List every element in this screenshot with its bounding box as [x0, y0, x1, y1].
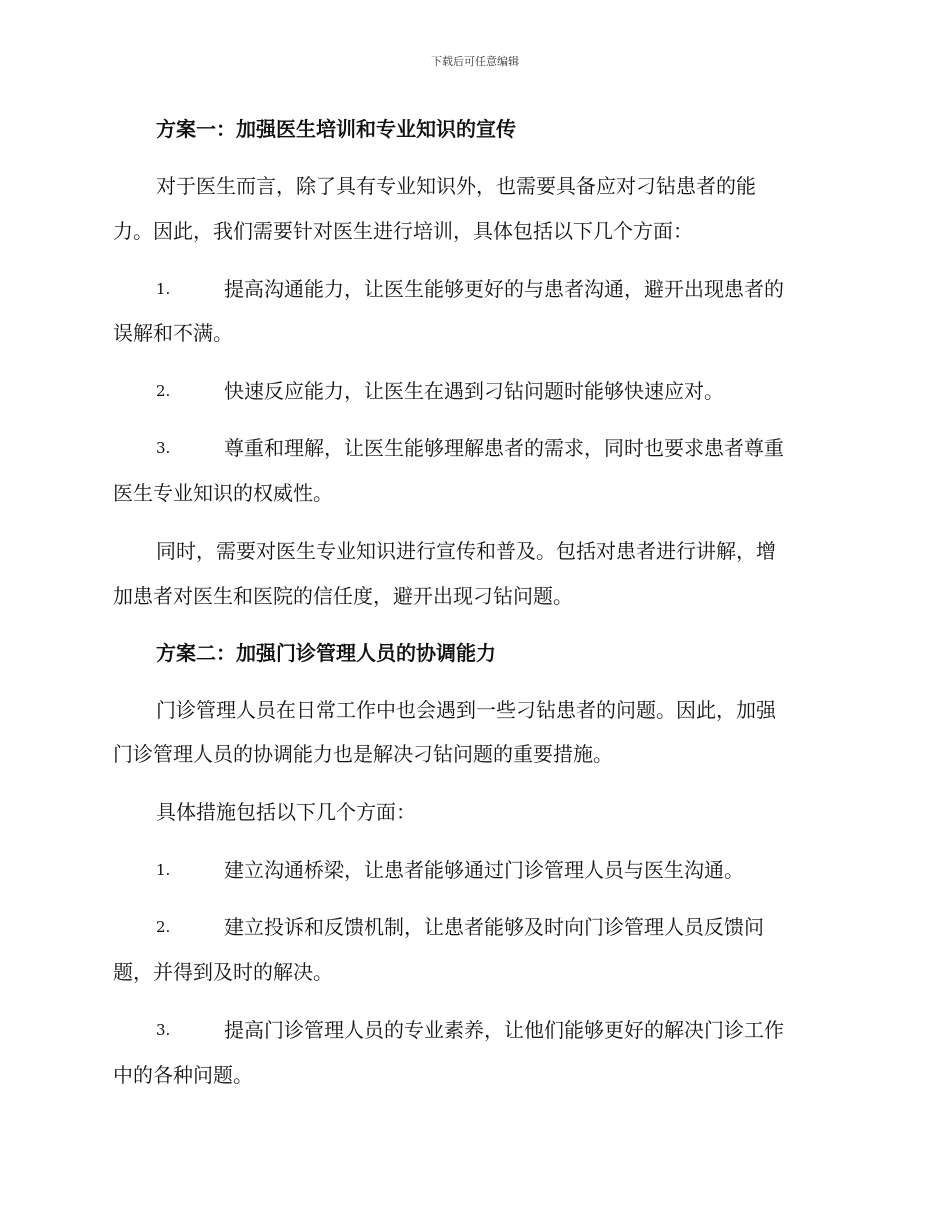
paragraph-line: 力。因此，我们需要针对医生进行培训，具体包括以下几个方面：	[113, 219, 693, 243]
list-number: 2.	[156, 918, 171, 936]
list-item-line: 题，并得到及时的解决。	[113, 960, 333, 984]
paragraph-line: 具体措施包括以下几个方面：	[156, 800, 416, 824]
paragraph-line: 门诊管理人员的协调能力也是解决刁钻问题的重要措施。	[113, 742, 613, 766]
list-number: 3.	[156, 1021, 171, 1039]
list-item-line: 提高门诊管理人员的专业素养，让他们能够更好的解决门诊工作	[224, 1018, 784, 1042]
list-item-line: 中的各种问题。	[113, 1063, 253, 1087]
list-number: 1.	[156, 280, 171, 298]
list-item-line: 尊重和理解，让医生能够理解患者的需求，同时也要求患者尊重	[224, 436, 784, 460]
section-heading-1: 方案一：加强医生培训和专业知识的宣传	[156, 117, 516, 141]
paragraph-line: 加患者对医生和医院的信任度，避开出现刁钻问题。	[113, 584, 573, 608]
list-number: 3.	[156, 439, 171, 457]
list-number: 1.	[156, 861, 171, 879]
section-heading-2: 方案二：加强门诊管理人员的协调能力	[156, 641, 496, 665]
paragraph-line: 门诊管理人员在日常工作中也会遇到一些刁钻患者的问题。因此，加强	[156, 698, 776, 722]
list-item-line: 建立投诉和反馈机制，让患者能够及时向门诊管理人员反馈问	[224, 915, 764, 939]
list-item-line: 建立沟通桥梁，让患者能够通过门诊管理人员与医生沟通。	[224, 858, 744, 882]
list-number: 2.	[156, 382, 171, 400]
paragraph-line: 同时，需要对医生专业知识进行宣传和普及。包括对患者进行讲解，增	[156, 539, 776, 563]
list-item-line: 提高沟通能力，让医生能够更好的与患者沟通，避开出现患者的	[224, 277, 784, 301]
list-item-line: 医生专业知识的权威性。	[113, 481, 333, 505]
list-item-line: 误解和不满。	[113, 321, 233, 345]
paragraph-line: 对于医生而言，除了具有专业知识外，也需要具备应对刁钻患者的能	[156, 174, 756, 198]
list-item-line: 快速反应能力，让医生在遇到刁钻问题时能够快速应对。	[224, 379, 724, 403]
page-header: 下载后可任意编辑	[431, 55, 519, 68]
